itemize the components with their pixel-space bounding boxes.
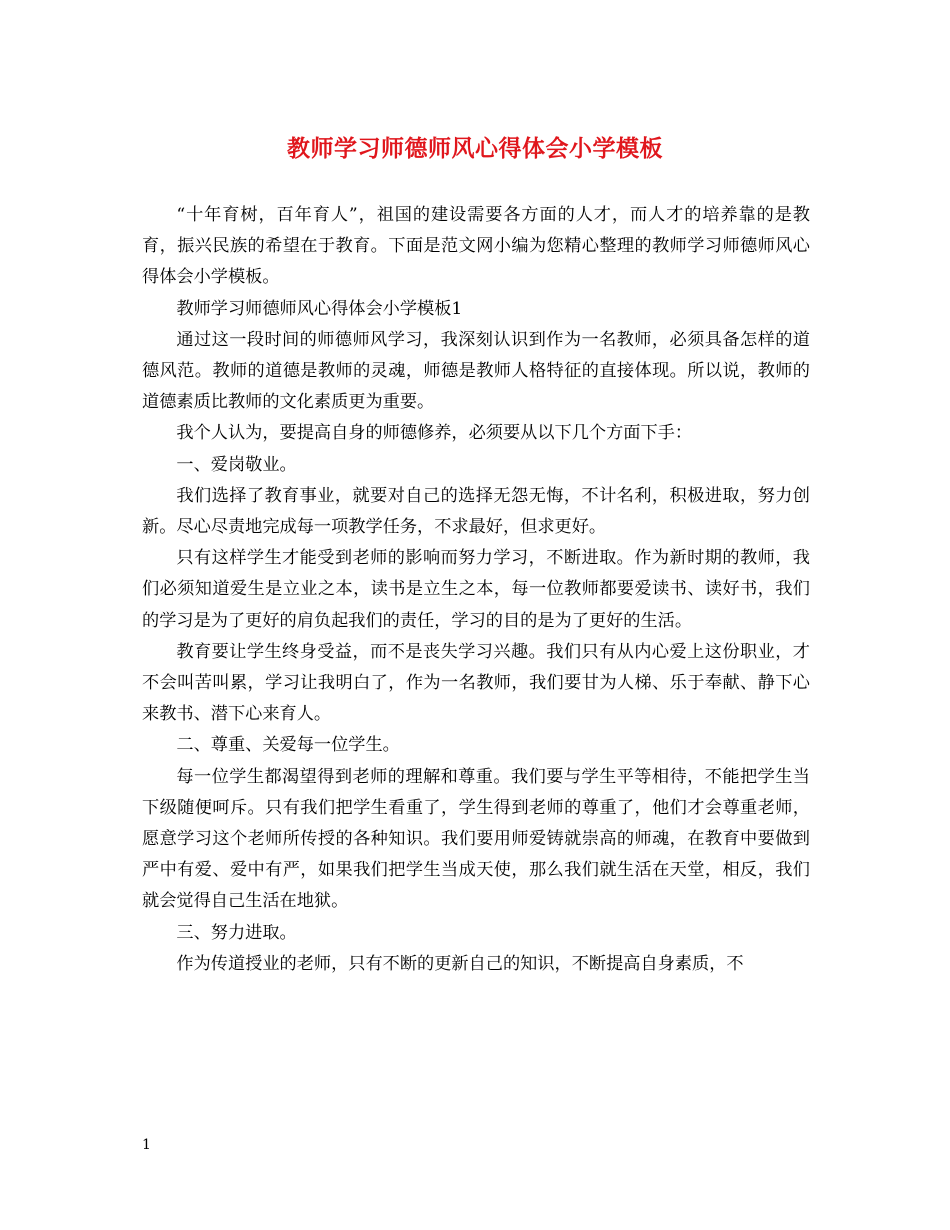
list-heading: 二、尊重、关爱每一位学生。	[176, 735, 400, 756]
page-number: 1	[142, 1137, 151, 1153]
document-body	[142, 200, 810, 980]
paragraph: 只有这样学生才能受到老师的影响而努力学习，不断进取。作为新时期的教师，我们必须知道爱生是立业之本，读书是立生之本，每一位教师都要爱读书、读好书，我们的学习是为了更好的肩负起我们的责任，学习的目的是为了更好的生活。	[142, 548, 810, 631]
paragraph: 每一位学生都渴望得到老师的理解和尊重。我们要与学生平等相待，不能把学生当下级随便呵斥。只有我们把学生看重了，学生得到老师的尊重了，他们才会尊重老师，愿意学习这个老师所传授的各种知识。我们要用师爱铸就崇高的师魂，在教育中要做到严中有爱、爱中有严，如果我们把学生当成天使，那么我们就生活在天堂，相反，我们就会觉得自己生活在地狱。	[142, 766, 810, 912]
paragraph: “十年育树，百年育人”，祖国的建设需要各方面的人才，而人才的培养靠的是教育，振兴民族的希望在于教育。下面是范文网小编为您精心整理的教师学习师德师风心得体会小学模板。	[142, 205, 810, 288]
paragraph: 我们选择了教育事业，就要对自己的选择无怨无悔，不计名利，积极进取，努力创新。尽心尽责地完成每一项教学任务，不求最好，但求更好。	[142, 485, 810, 538]
paragraph: 教育要让学生终身受益，而不是丧失学习兴趣。我们只有从内心爱上这份职业，才不会叫苦叫累，学习让我明白了，作为一名教师，我们要甘为人梯、乐于奉献、静下心来教书、潜下心来育人。	[142, 641, 810, 725]
paragraph: 我个人认为，要提高自身的师德修养，必须要从以下几个方面下手：	[176, 423, 693, 444]
paragraph: 作为传道授业的老师，只有不断的更新自己的知识，不断提高自身素质，不	[176, 953, 744, 974]
paragraph: 通过这一段时间的师德师风学习，我深刻认识到作为一名教师，必须具备怎样的道德风范。教师的道德是教师的灵魂，师德是教师人格特征的直接体现。所以说，教师的道德素质比教师的文化素质更为重要。	[142, 329, 810, 413]
document-title: 教师学习师德师风心得体会小学模板	[287, 135, 663, 162]
list-heading: 三、努力进取。	[176, 922, 297, 943]
section-heading: 教师学习师德师风心得体会小学模板1	[176, 298, 463, 319]
list-heading: 一、爱岗敬业。	[176, 454, 297, 475]
